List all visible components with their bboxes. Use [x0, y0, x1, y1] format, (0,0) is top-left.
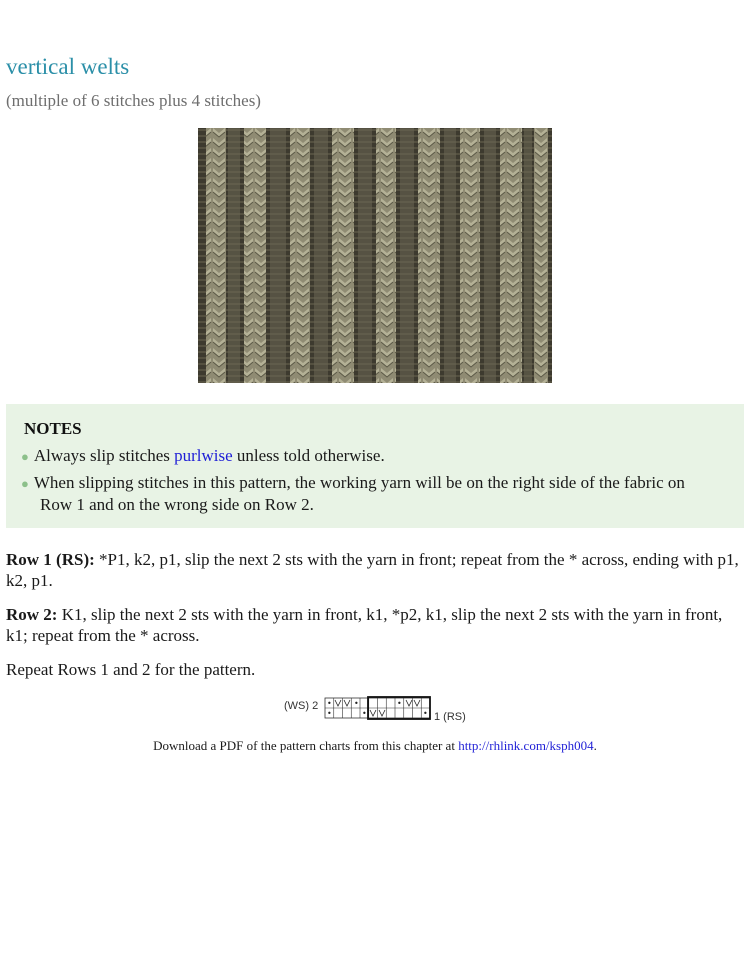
stitch-chart — [282, 695, 472, 725]
chart-ws-label: (WS) 2 — [284, 700, 319, 712]
download-note: Download a PDF of the pattern charts from this chapter at http://rhlink.com/ksph004. — [153, 738, 597, 753]
bullet-icon: ● — [21, 449, 29, 464]
svg-text:•: • — [362, 709, 367, 718]
knit-swatch-image — [198, 128, 552, 383]
row-2-label: Row 2: — [6, 605, 58, 624]
row-2-instructions: Row 2: K1, slip the next 2 sts with the yarn in front, k1, *p2, k1, slip the next 2 sts with the yarn in front, k1; repeat from the * across. — [6, 605, 723, 645]
row-1-instructions: Row 1 (RS): *P1, k2, p1, slip the next 2 sts with the yarn in front; repeat from the * across, ending with p1, k2, p1. — [6, 550, 739, 590]
purlwise-link[interactable]: purlwise — [174, 446, 233, 465]
svg-text:•: • — [397, 699, 402, 708]
svg-text:•: • — [423, 709, 428, 718]
note-item-1: ● Always slip stitches purlwise unless told otherwise. — [21, 446, 385, 465]
chart-rs-label: 1 (RS) — [434, 711, 466, 723]
notes-heading: NOTES — [24, 419, 82, 438]
svg-text:•: • — [327, 699, 332, 708]
repeat-instructions: Repeat Rows 1 and 2 for the pattern. — [6, 660, 256, 679]
row-1-label: Row 1 (RS): — [6, 550, 95, 569]
svg-text:•: • — [327, 709, 332, 718]
svg-text:•: • — [354, 699, 359, 708]
stitch-multiple-subtitle: (multiple of 6 stitches plus 4 stitches) — [6, 91, 261, 110]
note-item-2: ● When slipping stitches in this pattern, the working yarn will be on the right side of the fabric on Row 1 and on the wrong side on Row 2. — [21, 473, 685, 514]
notes-box — [6, 404, 744, 528]
page-title: vertical welts — [6, 54, 130, 79]
pdf-download-link[interactable]: http://rhlink.com/ksph004 — [458, 738, 594, 753]
bullet-icon: ● — [21, 476, 29, 491]
